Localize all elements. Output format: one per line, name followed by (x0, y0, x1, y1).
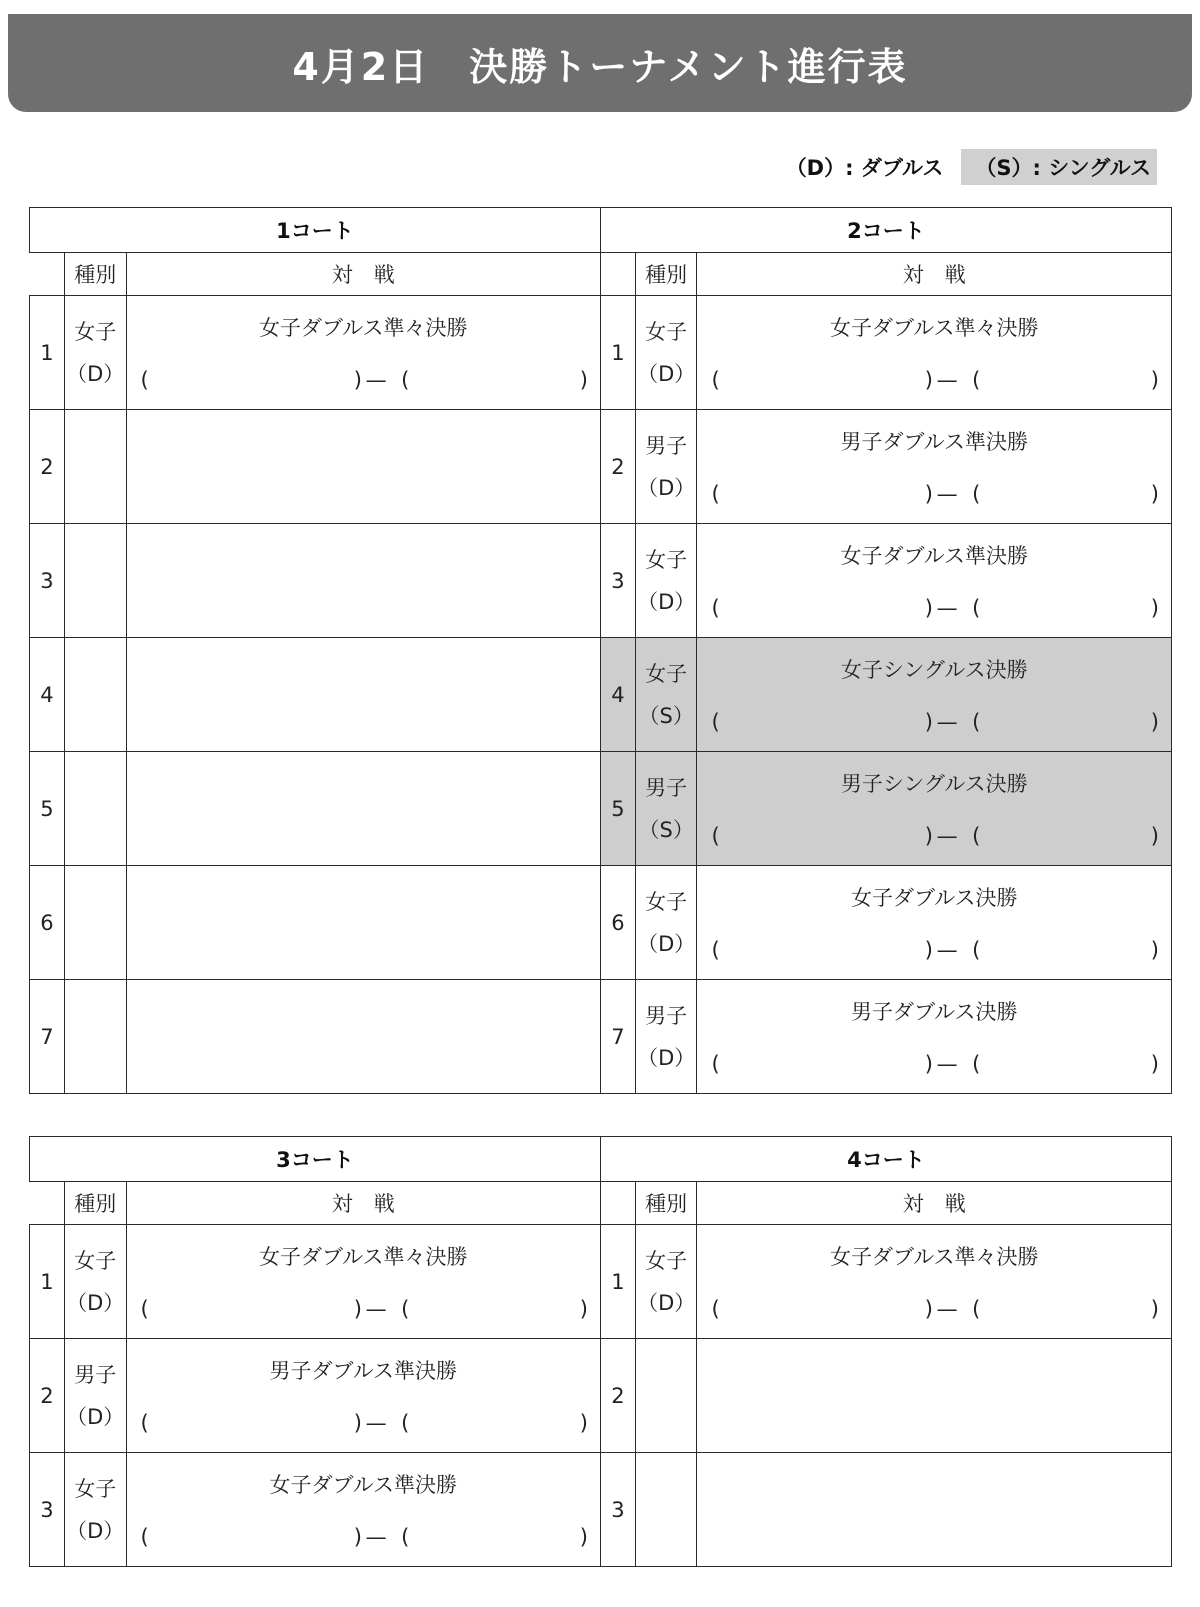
table-row (30, 638, 1172, 752)
score-open-paren: ( (972, 596, 981, 620)
court-name: 4コート (600, 1137, 1171, 1182)
match-cell (126, 1453, 600, 1567)
match-title: 女子ダブルス決勝 (850, 886, 1018, 910)
score-close-paren: ) (1150, 1052, 1159, 1076)
table-row (30, 296, 1172, 410)
match-title: 男子シングルス決勝 (840, 772, 1028, 796)
match-number: 3 (600, 1453, 635, 1567)
score-close-paren: ) (579, 1525, 588, 1549)
page-title: 4月2日 決勝トーナメント進行表 (292, 44, 908, 89)
event-type (64, 980, 126, 1094)
legend-doubles: （D）: ダブルス (785, 156, 944, 180)
event-gender: 女子 (645, 319, 688, 344)
score-close-paren: ) (1150, 938, 1159, 962)
score-close-paren: ) (353, 1411, 362, 1435)
score-open-paren: ( (972, 368, 981, 392)
match-cell (126, 1339, 600, 1453)
score-dash: — (365, 1525, 387, 1549)
score-dash: — (365, 1297, 387, 1321)
score-open-paren: ( (140, 1411, 149, 1435)
match-number: 2 (600, 1339, 635, 1453)
match-title: 男子ダブルス決勝 (850, 1000, 1018, 1024)
score-open-paren: ( (972, 1052, 981, 1076)
score-open-paren: ( (401, 1411, 410, 1435)
score-dash: — (936, 710, 958, 734)
header-type: 種別 (635, 1182, 697, 1225)
match-number: 1 (30, 296, 65, 410)
score-open-paren: ( (711, 824, 720, 848)
match-cell (126, 410, 600, 524)
score-open-paren: ( (711, 368, 720, 392)
table-row (30, 752, 1172, 866)
header-match: 対 戦 (697, 253, 1172, 296)
event-kind: （D） (637, 1290, 696, 1315)
match-cell (126, 1225, 600, 1339)
score-dash: — (936, 596, 958, 620)
match-cell (697, 638, 1172, 752)
match-cell (697, 524, 1172, 638)
match-cell (697, 980, 1172, 1094)
match-title: 女子ダブルス準決勝 (269, 1473, 457, 1497)
score-line (697, 1052, 1171, 1080)
score-open-paren: ( (711, 1297, 720, 1321)
match-cell (697, 1453, 1172, 1567)
match-number: 6 (30, 866, 65, 980)
score-close-paren: ) (924, 710, 933, 734)
match-cell (126, 980, 600, 1094)
event-gender: 男子 (645, 433, 688, 458)
event-kind: （D） (637, 475, 696, 500)
event-type (64, 866, 126, 980)
score-close-paren: ) (924, 1297, 933, 1321)
event-gender: 男子 (645, 775, 688, 800)
match-number: 7 (30, 980, 65, 1094)
score-dash: — (936, 482, 958, 506)
match-title: 女子ダブルス準決勝 (840, 544, 1028, 568)
event-kind: （S） (638, 703, 694, 728)
event-type (64, 1453, 126, 1567)
score-close-paren: ) (924, 1052, 933, 1076)
header-spacer (600, 253, 635, 296)
score-open-paren: ( (401, 1297, 410, 1321)
score-open-paren: ( (711, 482, 720, 506)
event-type (635, 1225, 697, 1339)
event-type (635, 524, 697, 638)
score-open-paren: ( (972, 482, 981, 506)
event-type (64, 752, 126, 866)
score-line (697, 596, 1171, 624)
event-gender: 女子 (645, 547, 688, 572)
score-open-paren: ( (972, 710, 981, 734)
match-title: 女子ダブルス準々決勝 (258, 1245, 468, 1269)
event-gender: 男子 (74, 1362, 117, 1387)
score-close-paren: ) (1150, 368, 1159, 392)
table-row (30, 980, 1172, 1094)
match-number: 4 (30, 638, 65, 752)
score-close-paren: ) (924, 368, 933, 392)
match-cell (126, 752, 600, 866)
score-open-paren: ( (401, 1525, 410, 1549)
event-gender: 女子 (645, 1248, 688, 1273)
score-line (697, 482, 1171, 510)
match-number: 2 (600, 410, 635, 524)
event-kind: （D） (637, 361, 696, 386)
score-line (127, 1411, 600, 1439)
event-type (64, 296, 126, 410)
match-cell (697, 410, 1172, 524)
score-line (127, 1297, 600, 1325)
match-title: 女子シングルス決勝 (840, 658, 1028, 682)
match-cell (126, 524, 600, 638)
match-cell (697, 296, 1172, 410)
column-header-row (30, 1182, 1172, 1225)
match-cell (126, 866, 600, 980)
match-number: 1 (600, 1225, 635, 1339)
schedule-table-courts-3-4 (29, 1136, 1172, 1567)
score-dash: — (936, 824, 958, 848)
event-kind: （D） (66, 361, 125, 386)
score-open-paren: ( (401, 368, 410, 392)
header-type: 種別 (64, 1182, 126, 1225)
match-number: 5 (30, 752, 65, 866)
match-number: 7 (600, 980, 635, 1094)
court-name: 3コート (30, 1137, 601, 1182)
header-type: 種別 (64, 253, 126, 296)
score-dash: — (936, 1297, 958, 1321)
event-kind: （D） (66, 1290, 125, 1315)
event-type (635, 1339, 697, 1453)
event-gender: 女子 (74, 1248, 117, 1273)
event-gender: 女子 (74, 1476, 117, 1501)
event-type (635, 638, 697, 752)
header-match: 対 戦 (126, 1182, 600, 1225)
header-match: 対 戦 (697, 1182, 1172, 1225)
score-close-paren: ) (579, 368, 588, 392)
column-header-row (30, 253, 1172, 296)
event-type (635, 1453, 697, 1567)
score-open-paren: ( (711, 710, 720, 734)
header-spacer (30, 1182, 65, 1225)
title-banner (8, 14, 1192, 112)
score-open-paren: ( (140, 1525, 149, 1549)
match-number: 5 (600, 752, 635, 866)
event-kind: （D） (637, 931, 696, 956)
court-name: 1コート (30, 208, 601, 253)
score-dash: — (936, 1052, 958, 1076)
score-close-paren: ) (1150, 710, 1159, 734)
score-close-paren: ) (924, 482, 933, 506)
score-close-paren: ) (924, 596, 933, 620)
score-dash: — (936, 368, 958, 392)
match-number: 4 (600, 638, 635, 752)
event-kind: （D） (637, 589, 696, 614)
score-line (697, 938, 1171, 966)
score-close-paren: ) (924, 938, 933, 962)
match-cell (126, 296, 600, 410)
table-row (30, 410, 1172, 524)
match-title: 男子ダブルス準決勝 (840, 430, 1028, 454)
event-type (64, 1225, 126, 1339)
score-line (697, 710, 1171, 738)
schedule-table-courts-1-2 (29, 207, 1172, 1094)
score-line (127, 368, 600, 396)
event-type (635, 410, 697, 524)
score-close-paren: ) (1150, 824, 1159, 848)
event-kind: （S） (638, 817, 694, 842)
legend-singles: （S）: シングルス (961, 149, 1157, 185)
score-line (697, 824, 1171, 852)
event-gender: 男子 (645, 1003, 688, 1028)
score-open-paren: ( (140, 368, 149, 392)
match-number: 1 (600, 296, 635, 410)
match-number: 2 (30, 410, 65, 524)
event-type (635, 296, 697, 410)
table-row (30, 866, 1172, 980)
match-title: 女子ダブルス準々決勝 (258, 316, 468, 340)
court-header-row (30, 208, 1172, 253)
event-type (64, 1339, 126, 1453)
header-spacer (600, 1182, 635, 1225)
event-gender: 女子 (645, 889, 688, 914)
legend (786, 150, 1157, 184)
score-open-paren: ( (711, 596, 720, 620)
score-close-paren: ) (353, 368, 362, 392)
score-open-paren: ( (711, 938, 720, 962)
match-title: 男子ダブルス準決勝 (269, 1359, 457, 1383)
match-title: 女子ダブルス準々決勝 (829, 1245, 1039, 1269)
event-kind: （D） (66, 1518, 125, 1543)
match-number: 1 (30, 1225, 65, 1339)
event-kind: （D） (66, 1404, 125, 1429)
table-row (30, 1225, 1172, 1339)
score-line (697, 368, 1171, 396)
score-close-paren: ) (924, 824, 933, 848)
match-number: 3 (30, 524, 65, 638)
score-line (697, 1297, 1171, 1325)
score-close-paren: ) (1150, 596, 1159, 620)
event-type (635, 866, 697, 980)
match-number: 3 (600, 524, 635, 638)
table-row (30, 1453, 1172, 1567)
table-row (30, 524, 1172, 638)
match-cell (697, 866, 1172, 980)
score-close-paren: ) (579, 1411, 588, 1435)
court-name: 2コート (600, 208, 1171, 253)
score-open-paren: ( (711, 1052, 720, 1076)
score-close-paren: ) (579, 1297, 588, 1321)
match-number: 2 (30, 1339, 65, 1453)
event-type (64, 638, 126, 752)
score-line (127, 1525, 600, 1553)
score-close-paren: ) (1150, 1297, 1159, 1321)
event-type (635, 980, 697, 1094)
score-open-paren: ( (140, 1297, 149, 1321)
header-match: 対 戦 (126, 253, 600, 296)
match-title: 女子ダブルス準々決勝 (829, 316, 1039, 340)
score-open-paren: ( (972, 824, 981, 848)
score-close-paren: ) (353, 1525, 362, 1549)
match-number: 3 (30, 1453, 65, 1567)
table-row (30, 1339, 1172, 1453)
match-cell (697, 752, 1172, 866)
event-gender: 女子 (74, 319, 117, 344)
event-gender: 女子 (645, 661, 688, 686)
score-dash: — (365, 368, 387, 392)
event-type (635, 752, 697, 866)
score-close-paren: ) (1150, 482, 1159, 506)
score-close-paren: ) (353, 1297, 362, 1321)
match-cell (697, 1339, 1172, 1453)
header-spacer (30, 253, 65, 296)
match-cell (126, 638, 600, 752)
match-number: 6 (600, 866, 635, 980)
score-dash: — (365, 1411, 387, 1435)
event-kind: （D） (637, 1045, 696, 1070)
score-open-paren: ( (972, 1297, 981, 1321)
event-type (64, 410, 126, 524)
header-type: 種別 (635, 253, 697, 296)
score-open-paren: ( (972, 938, 981, 962)
event-type (64, 524, 126, 638)
court-header-row (30, 1137, 1172, 1182)
match-cell (697, 1225, 1172, 1339)
score-dash: — (936, 938, 958, 962)
